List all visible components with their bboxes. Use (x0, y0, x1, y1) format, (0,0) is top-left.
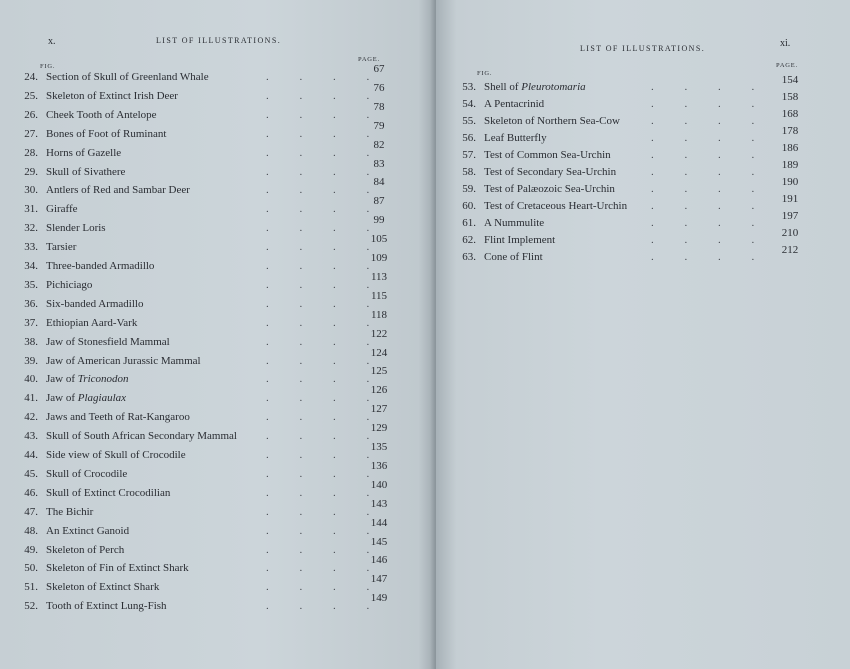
leader-dots: . . . . (651, 166, 769, 178)
leader-dots: . . . . (651, 234, 769, 246)
illustration-entry (8, 157, 408, 181)
figure-title: Cheek Tooth of Antelope (46, 108, 157, 121)
page-reference: 76 (373, 81, 385, 94)
figure-number: 49. (24, 543, 38, 556)
figure-number: 48. (24, 524, 38, 537)
figure-title: Pichiciago (46, 278, 93, 291)
figure-number: 28. (24, 146, 38, 159)
figure-title: A Pentacrinid (484, 98, 545, 110)
illustration-entry (8, 554, 408, 577)
figure-title: Skeleton of Perch (46, 543, 125, 556)
page-reference: 136 (370, 459, 388, 472)
figure-number: 63. (462, 251, 476, 263)
illustration-entry (446, 74, 826, 96)
leader-dots: . . . . (266, 354, 384, 367)
figure-title: Slender Loris (46, 222, 106, 235)
figure-title: Skull of Sivathere (46, 165, 126, 178)
figure-title-prefix: Shell of (484, 81, 522, 93)
illustration-entry (446, 210, 826, 232)
leader-dots: . . . . (266, 562, 384, 575)
leader-dots: . . . . (266, 108, 384, 121)
figure-title: Leaf Butterfly (484, 132, 547, 144)
figure-number: 26. (24, 108, 38, 121)
leader-dots: . . . . (266, 449, 384, 461)
page-reference: 140 (370, 478, 388, 491)
figure-number: 34. (24, 260, 38, 272)
figure-number: 47. (24, 505, 38, 518)
leader-dots: . . . . (651, 149, 769, 161)
illustration-entry (446, 108, 826, 130)
illustration-entry (8, 119, 408, 143)
leader-dots: . . . . (651, 81, 769, 93)
page-reference: 144 (370, 516, 388, 529)
illustration-entry (8, 365, 408, 388)
page-reference: 127 (370, 403, 388, 416)
figure-number: 55. (462, 115, 476, 127)
leader-dots: . . . . (266, 505, 384, 518)
illustration-entry (446, 142, 826, 164)
figure-title: Antlers of Red and Sambar Deer (46, 184, 190, 197)
figure-title: Test of Common Sea-Urchin (484, 149, 611, 161)
illustration-entry (8, 176, 408, 199)
leader-dots: . . . . (266, 486, 384, 499)
leader-dots: . . . . (266, 89, 384, 102)
page-reference: 105 (370, 233, 388, 246)
page-reference: 67 (373, 63, 385, 75)
figure-number: 44. (24, 449, 38, 461)
figure-number: 33. (24, 241, 38, 254)
figure-title: Skeleton of Northern Sea-Cow (484, 115, 620, 127)
illustration-entry (8, 252, 408, 275)
figure-title-italic: Triconodon (77, 373, 129, 386)
page-reference: 82 (373, 138, 385, 151)
page-reference: 149 (370, 592, 388, 605)
figure-title (46, 389, 126, 407)
figure-title: Giraffe (46, 203, 78, 216)
illustration-entry (8, 289, 408, 313)
illustration-entry (8, 214, 408, 237)
page-reference: 83 (373, 157, 385, 170)
left-running-head: LIST OF ILLUSTRATIONS. (156, 36, 282, 45)
page-reference: 147 (370, 573, 388, 586)
figure-title-italic: Plagiaulax (77, 392, 127, 405)
figure-number: 27. (24, 127, 38, 140)
figure-title-prefix: Jaw of (46, 373, 78, 386)
figure-number: 42. (24, 411, 38, 424)
page-reference: 178 (781, 125, 799, 137)
page-reference: 129 (370, 422, 388, 435)
page-reference: 118 (370, 308, 388, 321)
figure-number: 41. (24, 392, 38, 405)
figure-number: 52. (24, 600, 38, 613)
illustration-entry (8, 233, 408, 256)
left-page-number: x. (48, 36, 56, 47)
figure-title: Skull of Extinct Crocodilian (46, 486, 171, 499)
figure-number: 38. (24, 335, 38, 348)
page-reference: 135 (370, 441, 388, 453)
page-reference: 78 (373, 100, 385, 113)
figure-title: The Bichir (46, 505, 94, 518)
page-reference: 158 (781, 91, 799, 103)
figure-title: Six-banded Armadillo (46, 297, 144, 310)
figure-number: 32. (24, 222, 38, 235)
figure-title: Bones of Foot of Ruminant (46, 127, 167, 140)
figure-number: 51. (24, 581, 38, 594)
figure-number: 35. (24, 278, 38, 291)
figure-title (46, 370, 129, 388)
page-reference: 79 (373, 119, 385, 132)
figure-number: 45. (24, 467, 38, 480)
illustration-entry (8, 516, 408, 540)
figure-number: 62. (462, 234, 476, 246)
figure-number: 30. (24, 184, 38, 197)
leader-dots: . . . . (266, 430, 384, 443)
leader-dots: . . . . (651, 132, 769, 144)
leader-dots: . . . . (266, 165, 384, 178)
page-reference: 113 (370, 270, 388, 283)
page-reference: 186 (781, 142, 799, 154)
figure-number: 53. (462, 81, 476, 93)
figure-title: Skeleton of Extinct Irish Deer (46, 89, 178, 102)
leader-dots: . . . . (266, 581, 384, 594)
figure-title: Side view of Skull of Crocodile (46, 449, 186, 461)
figure-number: 60. (462, 200, 476, 212)
leader-dots: . . . . (266, 127, 384, 140)
figure-number: 24. (24, 71, 38, 83)
illustration-entry (8, 459, 408, 483)
figure-title: Section of Skull of Greenland Whale (46, 71, 209, 83)
figure-title: An Extinct Ganoid (46, 524, 130, 537)
page-reference: 124 (370, 346, 388, 359)
leader-dots: . . . . (266, 543, 384, 556)
figure-title: Horns of Gazelle (46, 146, 122, 159)
illustration-entry (8, 573, 408, 596)
illustration-entry (8, 497, 408, 521)
figure-title: A Nummulite (484, 217, 545, 229)
figure-title-prefix: Jaw of (46, 392, 78, 405)
figure-title: Skull of South African Secondary Mammal (46, 430, 237, 443)
figure-title: Test of Secondary Sea-Urchin (484, 166, 617, 178)
figure-title: Cone of Flint (484, 251, 543, 263)
leader-dots: . . . . (266, 222, 384, 235)
figure-title: Skeleton of Fin of Extinct Shark (46, 562, 189, 575)
leader-dots: . . . . (266, 600, 384, 613)
illustration-entry (8, 327, 408, 351)
leader-dots: . . . . (266, 411, 384, 424)
figure-number: 29. (24, 165, 38, 178)
illustration-entry (8, 81, 408, 105)
figure-number: 46. (24, 486, 38, 499)
illustration-entry (446, 227, 826, 249)
page-reference: 145 (370, 535, 388, 548)
figure-title: Jaw of Stonesfield Mammal (46, 335, 170, 348)
leader-dots: . . . . (266, 278, 384, 291)
figure-title-italic: Pleurotomaria (521, 81, 586, 93)
leader-dots: . . . . (266, 335, 384, 348)
leader-dots: . . . . (266, 184, 384, 197)
illustration-entry (8, 384, 408, 407)
leader-dots: . . . . (266, 392, 384, 405)
illustration-entry (8, 308, 408, 332)
illustration-entry (446, 91, 826, 113)
right-page-label: PAGE. (776, 62, 799, 69)
illustration-entry (446, 244, 826, 266)
figure-title: Three-banded Armadillo (46, 260, 155, 272)
illustration-entry (8, 535, 408, 559)
leader-dots: . . . . (651, 183, 769, 195)
illustration-entry (446, 193, 826, 215)
page-reference: 197 (781, 210, 799, 222)
figure-title: Skeleton of Extinct Shark (46, 581, 160, 594)
illustration-entry (446, 176, 826, 198)
figure-title (484, 78, 586, 96)
figure-title: Test of Palæozoic Sea-Urchin (484, 183, 615, 195)
leader-dots: . . . . (266, 203, 384, 216)
figure-title: Tarsier (46, 241, 77, 254)
page-reference: 125 (370, 365, 388, 378)
figure-number: 57. (462, 149, 476, 161)
figure-number: 56. (462, 132, 476, 144)
illustration-entry (8, 441, 408, 464)
page-reference: 109 (370, 252, 388, 264)
figure-title: Test of Cretaceous Heart-Urchin (484, 200, 628, 212)
figure-number: 40. (24, 373, 38, 386)
illustration-entry (8, 422, 408, 445)
right-fig-label: FIG. (477, 70, 493, 77)
illustration-entry (8, 592, 408, 615)
illustration-entry (446, 125, 826, 147)
page-reference: 168 (781, 108, 799, 120)
illustration-entry (8, 346, 408, 370)
illustration-entry (8, 195, 408, 218)
page-reference: 115 (370, 289, 388, 302)
figure-number: 54. (462, 98, 476, 110)
illustration-entry (446, 159, 826, 181)
page-reference: 143 (370, 497, 388, 510)
figure-title: Jaws and Teeth of Rat-Kangaroo (46, 411, 190, 424)
figure-number: 61. (462, 217, 476, 229)
figure-number: 43. (24, 430, 38, 443)
page-reference: 210 (781, 227, 799, 239)
figure-title: Flint Implement (484, 234, 556, 246)
page-reference: 84 (373, 176, 385, 189)
page-reference: 191 (781, 193, 799, 205)
page-reference: 189 (781, 159, 799, 171)
leader-dots: . . . . (651, 217, 769, 229)
leader-dots: . . . . (651, 251, 769, 263)
page-reference: 99 (373, 214, 385, 227)
figure-title: Tooth of Extinct Lung-Fish (46, 600, 167, 613)
leader-dots: . . . . (266, 241, 384, 254)
left-page-label: PAGE. (358, 56, 381, 63)
right-page (436, 0, 850, 669)
leader-dots: . . . . (651, 115, 769, 127)
figure-number: 59. (462, 183, 476, 195)
page-reference: 122 (370, 327, 388, 340)
figure-title: Skull of Crocodile (46, 467, 128, 480)
figure-number: 39. (24, 354, 38, 367)
figure-title: Ethiopian Aard-Vark (46, 316, 138, 329)
leader-dots: . . . . (651, 98, 769, 110)
page-reference: 190 (781, 176, 799, 188)
leader-dots: . . . . (266, 71, 384, 83)
leader-dots: . . . . (266, 316, 384, 329)
page-reference: 126 (370, 384, 388, 397)
leader-dots: . . . . (266, 524, 384, 537)
right-page-number: xi. (780, 38, 791, 49)
leader-dots: . . . . (266, 260, 384, 272)
illustration-entry (8, 403, 408, 426)
illustration-entry (8, 270, 408, 294)
figure-number: 58. (462, 166, 476, 178)
right-running-head: LIST OF ILLUSTRATIONS. (580, 44, 706, 53)
page-reference: 212 (781, 244, 799, 256)
figure-title: Jaw of American Jurassic Mammal (46, 354, 201, 367)
leader-dots: . . . . (266, 467, 384, 480)
figure-number: 25. (24, 89, 38, 102)
figure-number: 31. (24, 203, 38, 216)
illustration-entry (8, 100, 408, 124)
figure-number: 50. (24, 562, 38, 575)
leader-dots: . . . . (266, 373, 384, 386)
page-reference: 146 (370, 554, 388, 567)
leader-dots: . . . . (266, 297, 384, 310)
figure-number: 37. (24, 316, 38, 329)
page-reference: 87 (373, 195, 385, 208)
leader-dots: . . . . (266, 146, 384, 159)
left-fig-label: FIG. (40, 63, 56, 70)
illustration-entry (8, 138, 408, 162)
leader-dots: . . . . (651, 200, 769, 212)
illustration-entry (8, 478, 408, 502)
page-reference: 154 (781, 74, 799, 86)
figure-number: 36. (24, 297, 38, 310)
